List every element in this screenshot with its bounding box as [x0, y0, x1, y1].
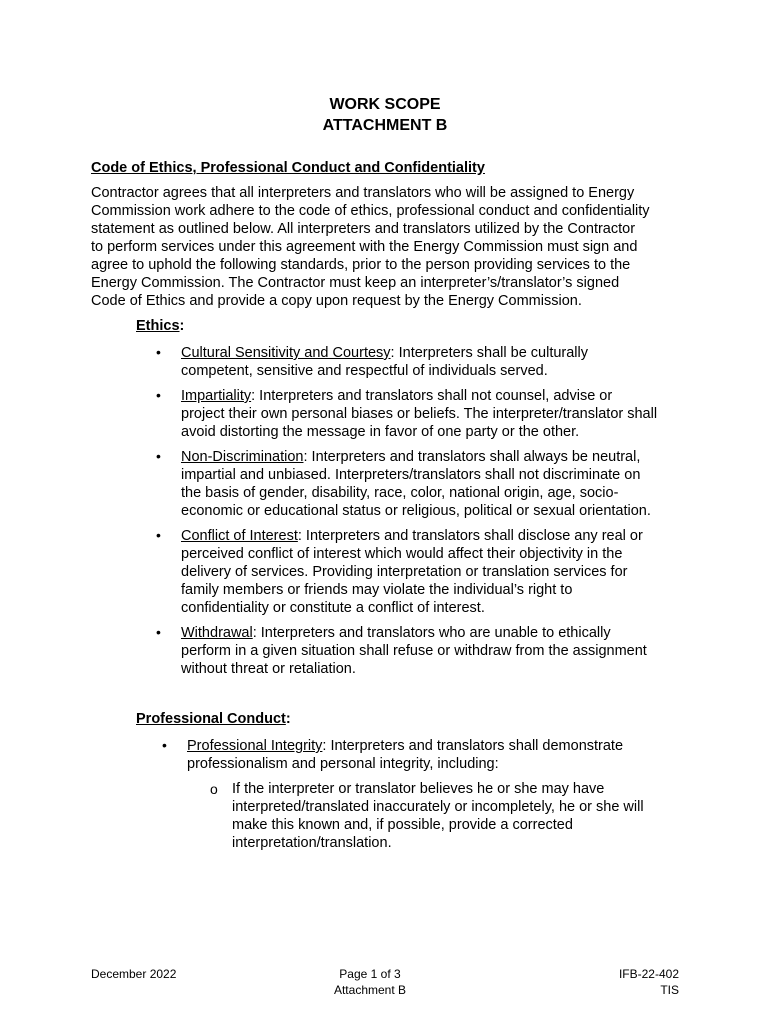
footer-code: TIS [660, 983, 679, 997]
section-heading: Code of Ethics, Professional Conduct and Confidentiality [91, 160, 485, 176]
item-text: perceived conflict of interest which would affect their objectivity in the [181, 546, 623, 562]
footer-attachment: Attachment B [333, 983, 407, 997]
ethics-item-conflict-of-interest [181, 527, 643, 617]
professional-conduct-heading-text: Professional Conduct [136, 711, 286, 727]
item-text: If the interpreter or translator believes he or she may have [232, 781, 605, 797]
item-text: make this known and, if possible, provide a corrected [232, 817, 573, 833]
item-text: confidentiality or constitute a conflict of interest. [181, 600, 485, 616]
footer-ifb-number: IFB-22-402 [618, 967, 679, 981]
item-text: competent, sensitive and respectful of individuals served. [181, 363, 548, 379]
item-text: avoid distorting the message in favor of one party or the other. [181, 424, 580, 440]
bullet-icon: • [156, 344, 161, 360]
item-text: : Interpreters and translators who are unable to ethically [252, 625, 611, 641]
item-text: : Interpreters and translators shall disclose any real or [297, 528, 643, 544]
item-text: impartial and unbiased. Interpreters/translators shall not discriminate on [181, 467, 641, 483]
item-text: : Interpreters and translators shall always be neutral, [303, 449, 641, 465]
item-text: : Interpreters and translators shall not counsel, advise or [251, 388, 613, 404]
item-term: Non-Discrimination [181, 449, 304, 465]
item-text: delivery of services. Providing interpretation or translation services for [181, 564, 628, 580]
professional-conduct-heading [136, 711, 291, 727]
item-text: perform in a given situation shall refuse or withdraw from the assignment [181, 643, 647, 659]
item-text: professionalism and personal integrity, including: [187, 756, 499, 772]
professional-integrity-item [187, 737, 623, 773]
item-text: economic or educational status or religious, political or sexual orientation. [181, 503, 651, 519]
item-text: interpretation/translation. [232, 835, 392, 851]
colon: : [285, 711, 291, 727]
bullet-icon: • [156, 624, 161, 640]
ethics-heading-text: Ethics [136, 318, 180, 334]
intro-paragraph [91, 184, 691, 310]
ethics-heading [136, 318, 184, 334]
intro-line: Commission work adhere to the code of ethics, professional conduct and confidentiality [91, 203, 650, 219]
professional-integrity-sub-item [232, 780, 644, 852]
item-text: : Interpreters and translators shall demonstrate [322, 738, 624, 754]
item-term: Impartiality [181, 388, 252, 404]
ethics-item-withdrawal [181, 624, 647, 678]
bullet-icon: • [156, 448, 161, 464]
item-text: family members or friends may violate the individual’s right to [181, 582, 573, 598]
intro-line: Contractor agrees that all interpreters and translators who will be assigned to Energy [91, 185, 635, 201]
ethics-item-impartiality [181, 387, 657, 441]
item-term: Cultural Sensitivity and Courtesy [181, 345, 391, 361]
item-text: interpreted/translated inaccurately or incompletely, he or she will [232, 799, 644, 815]
intro-line: agree to uphold the following standards, prior to the person providing services to the [91, 257, 631, 273]
item-text: without threat or retaliation. [181, 661, 356, 677]
circle-bullet-icon: o [210, 781, 218, 797]
footer-center [310, 966, 430, 998]
item-term: Withdrawal [181, 625, 253, 641]
item-term: Conflict of Interest [181, 528, 298, 544]
item-text: : Interpreters shall be culturally [390, 345, 588, 361]
intro-line: Code of Ethics and provide a copy upon request by the Energy Commission. [91, 293, 582, 309]
bullet-icon: • [162, 737, 167, 753]
item-text: the basis of gender, disability, race, color, national origin, age, socio- [181, 485, 619, 501]
bullet-icon: • [156, 387, 161, 403]
item-term: Professional Integrity [187, 738, 323, 754]
colon: : [179, 318, 185, 334]
intro-line: to perform services under this agreement with the Energy Commission must sign and [91, 239, 638, 255]
ethics-item-cultural-sensitivity [181, 344, 588, 380]
footer-right [619, 966, 679, 998]
intro-line: statement as outlined below. All interpreters and translators utilized by the Contractor [91, 221, 636, 237]
ethics-item-non-discrimination [181, 448, 651, 520]
page-subtitle: ATTACHMENT B [322, 117, 448, 134]
bullet-icon: • [156, 527, 161, 543]
footer-page-number: Page 1 of 3 [339, 967, 401, 981]
intro-line: Energy Commission. The Contractor must keep an interpreter’s/translator’s signed [91, 275, 620, 291]
page-title: WORK SCOPE [329, 96, 441, 113]
footer-date: December 2022 [91, 967, 177, 981]
item-text: project their own personal biases or beliefs. The interpreter/translator shall [181, 406, 658, 422]
